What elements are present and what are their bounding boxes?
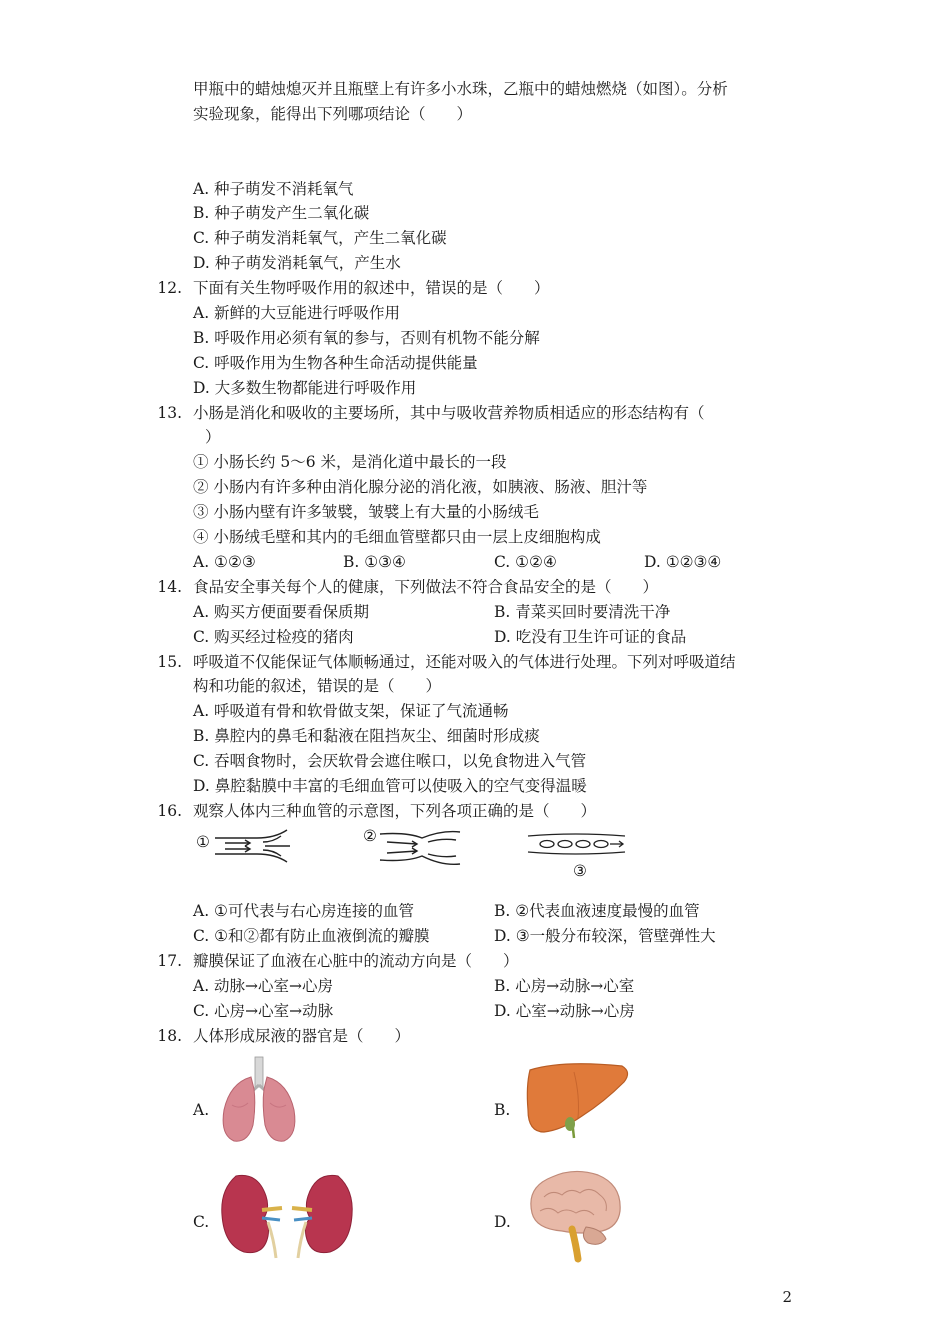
vessel-diagram-3 bbox=[525, 830, 630, 860]
lungs-icon bbox=[218, 1055, 300, 1145]
q13-stem-line2: ） bbox=[205, 428, 221, 446]
vessel-diagram-1 bbox=[195, 826, 310, 866]
q16-number: 16. bbox=[157, 802, 182, 820]
q14-stem: 食品安全事关每个人的健康，下列做法不符合食品安全的是（ ） bbox=[193, 578, 659, 596]
q18-stem: 人体形成尿液的器官是（ ） bbox=[193, 1027, 411, 1045]
q18-option-d-label: D. bbox=[494, 1213, 511, 1231]
q18-option-c-label: C. bbox=[193, 1213, 210, 1231]
page-number: 2 bbox=[782, 1288, 792, 1306]
q13-option-c: C. ①②④ bbox=[494, 553, 557, 571]
q14-option-c: C. 购买经过检疫的猪肉 bbox=[193, 628, 354, 646]
q13-stem-line1: 小肠是消化和吸收的主要场所，其中与吸收营养物质相适应的形态结构有（ bbox=[193, 404, 705, 422]
q14-option-a: A. 购买方便面要看保质期 bbox=[193, 603, 370, 621]
q15-stem-line2: 构和功能的叙述，错误的是（ ） bbox=[193, 677, 442, 695]
q12-option-b: B. 呼吸作用必须有氧的参与，否则有机物不能分解 bbox=[193, 329, 540, 347]
liver-icon bbox=[522, 1058, 632, 1143]
q11-stem-line1: 甲瓶中的蜡烛熄灭并且瓶壁上有许多小水珠，乙瓶中的蜡烛燃烧（如图）。分析 bbox=[193, 80, 728, 98]
q15-option-b: B. 鼻腔内的鼻毛和黏液在阻挡灰尘、细菌时形成痰 bbox=[193, 727, 540, 745]
vessel-label-3: ③ bbox=[573, 862, 587, 880]
q11-stem-line2: 实验现象，能得出下列哪项结论（ ） bbox=[193, 105, 473, 123]
q18-number: 18. bbox=[157, 1027, 182, 1045]
vessel-label-2: ② bbox=[363, 827, 377, 845]
q14-option-d: D. 吃没有卫生许可证的食品 bbox=[494, 628, 687, 646]
q15-stem-line1: 呼吸道不仅能保证气体顺畅通过，还能对吸入的气体进行处理。下列对呼吸道结 bbox=[193, 653, 736, 671]
q16-option-d: D. ③一般分布较深，管壁弹性大 bbox=[494, 927, 716, 945]
q13-option-d: D. ①②③④ bbox=[644, 553, 722, 571]
q11-option-c: C. 种子萌发消耗氧气，产生二氧化碳 bbox=[193, 229, 447, 247]
q16-option-c: C. ①和②都有防止血液倒流的瓣膜 bbox=[193, 927, 430, 945]
q12-stem: 下面有关生物呼吸作用的叙述中，错误的是（ ） bbox=[193, 279, 550, 297]
q13-item-4: ④ 小肠绒毛壁和其内的毛细血管壁都只由一层上皮细胞构成 bbox=[193, 528, 601, 546]
q17-option-c: C. 心房→心室→动脉 bbox=[193, 1002, 334, 1020]
q17-number: 17. bbox=[157, 952, 182, 970]
q15-number: 15. bbox=[157, 653, 182, 671]
kidneys-icon bbox=[218, 1170, 356, 1260]
q18-option-a-label: A. bbox=[193, 1101, 210, 1119]
q13-number: 13. bbox=[157, 404, 182, 422]
q17-option-d: D. 心室→动脉→心房 bbox=[494, 1002, 635, 1020]
q13-option-b: B. ①③④ bbox=[343, 553, 406, 571]
vessel-diagram-2 bbox=[362, 826, 467, 870]
q15-option-c: C. 吞咽食物时，会厌软骨会遮住喉口，以免食物进入气管 bbox=[193, 752, 587, 770]
q13-item-3: ③ 小肠内壁有许多皱襞，皱襞上有大量的小肠绒毛 bbox=[193, 503, 539, 521]
q17-stem: 瓣膜保证了血液在心脏中的流动方向是（ ） bbox=[193, 952, 519, 970]
q17-option-a: A. 动脉→心室→心房 bbox=[193, 977, 334, 995]
brain-icon bbox=[522, 1167, 626, 1263]
q15-option-a: A. 呼吸道有骨和软骨做支架，保证了气流通畅 bbox=[193, 702, 509, 720]
q12-option-a: A. 新鲜的大豆能进行呼吸作用 bbox=[193, 304, 401, 322]
q14-option-b: B. 青菜买回时要清洗干净 bbox=[494, 603, 671, 621]
q12-option-c: C. 呼吸作用为生物各种生命活动提供能量 bbox=[193, 354, 478, 372]
q11-option-d: D. 种子萌发消耗氧气，产生水 bbox=[193, 254, 401, 272]
vessel-label-1: ① bbox=[196, 833, 210, 851]
q13-item-2: ② 小肠内有许多种由消化腺分泌的消化液，如胰液、肠液、胆汁等 bbox=[193, 478, 648, 496]
q16-option-b: B. ②代表血液速度最慢的血管 bbox=[494, 902, 700, 920]
q11-option-a: A. 种子萌发不消耗氧气 bbox=[193, 180, 354, 198]
q15-option-d: D. 鼻腔黏膜中丰富的毛细血管可以使吸入的空气变得温暖 bbox=[193, 777, 587, 795]
q14-number: 14. bbox=[157, 578, 182, 596]
q17-option-b: B. 心房→动脉→心室 bbox=[494, 977, 635, 995]
q18-option-b-label: B. bbox=[494, 1101, 511, 1119]
q13-item-1: ① 小肠长约 5～6 米，是消化道中最长的一段 bbox=[193, 453, 507, 471]
q16-stem: 观察人体内三种血管的示意图，下列各项正确的是（ ） bbox=[193, 802, 597, 820]
q13-option-a: A. ①②③ bbox=[193, 553, 256, 571]
q12-number: 12. bbox=[157, 279, 182, 297]
q11-option-b: B. 种子萌发产生二氧化碳 bbox=[193, 204, 370, 222]
q12-option-d: D. 大多数生物都能进行呼吸作用 bbox=[193, 379, 417, 397]
q16-option-a: A. ①可代表与右心房连接的血管 bbox=[193, 902, 414, 920]
